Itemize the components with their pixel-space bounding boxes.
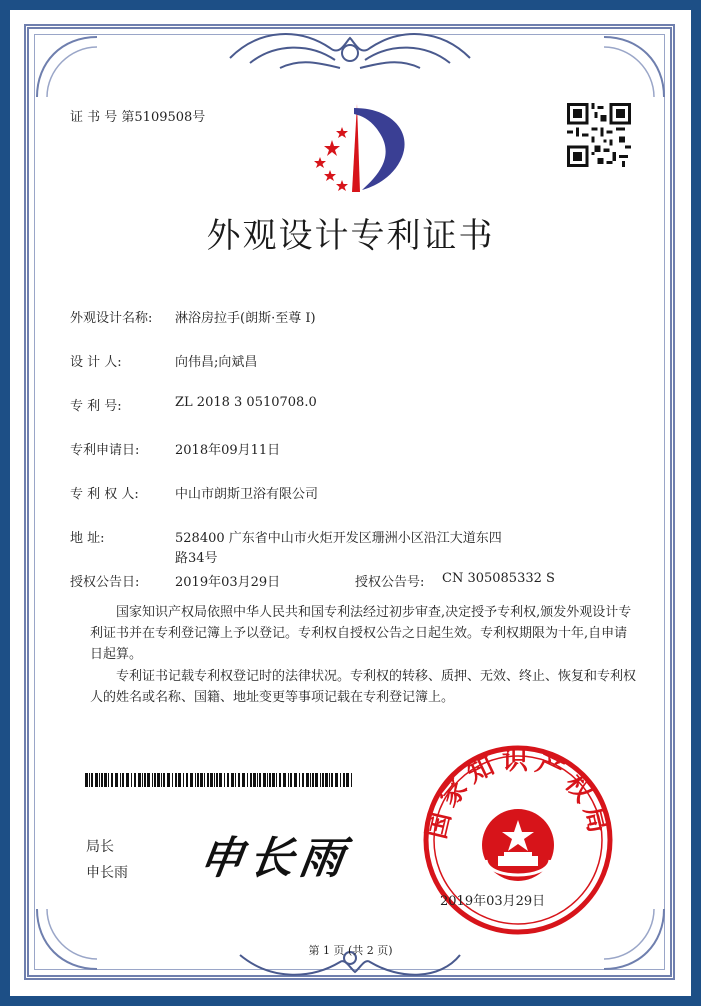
announcement-number-value: CN 305085332 S [442, 571, 555, 586]
field-value-application-date: 2018年09月11日 [175, 443, 281, 458]
top-ornament-icon [220, 18, 480, 78]
announcement-date-value: 2019年03月29日 [175, 575, 281, 590]
seal-date: 2019年03月29日 [440, 894, 546, 909]
field-label-design-name: 外观设计名称: [70, 311, 153, 326]
signature-text: 申长雨 [195, 833, 353, 884]
field-label-patentee: 专 利 权 人: [70, 487, 139, 502]
handwritten-signature [196, 822, 355, 886]
certificate-paragraph: 国家知识产权局依照中华人民共和国专利法经过初步审查,决定授予专利权,颁发外观设计专利证书并在专利登记簿上予以登记。专利权自授权公告之日起生效。专利权期限为十年,自申请日起算。 [90, 605, 632, 662]
corner-ornament-icon [32, 32, 102, 102]
field-value-patentee: 中山市朗斯卫浴有限公司 [175, 487, 319, 502]
field-label-address: 地 址: [70, 531, 105, 546]
field-label-designer: 设 计 人: [70, 355, 122, 370]
field-label-application-date: 专利申请日: [70, 443, 140, 458]
page-title: 外观设计专利证书 [206, 216, 495, 256]
certificate-number: 证 书 号 第5109508号 [70, 110, 206, 125]
patent-office-logo-icon [302, 102, 412, 197]
field-value-design-name: 淋浴房拉手(朗斯·至尊 I) [175, 311, 316, 326]
qr-code-icon [567, 102, 631, 168]
signatory-title: 局长 [86, 839, 114, 855]
seal-text: 国家知识产权局 [421, 746, 615, 842]
corner-ornament-icon [32, 904, 102, 974]
certificate-page [10, 10, 691, 996]
field-value-patent-number: ZL 2018 3 0510708.0 [175, 395, 317, 410]
barcode-icon [85, 773, 355, 787]
field-value-address: 528400 广东省中山市火炬开发区珊洲小区沿江大道东四 [175, 531, 502, 546]
corner-ornament-icon [599, 32, 669, 102]
field-label-patent-number: 专 利 号: [70, 399, 122, 414]
certificate-paragraph: 专利证书记载专利权登记时的法律状况。专利权的转移、质押、无效、终止、恢复和专利权人的姓名或名称、国籍、地址变更等事项记载在专利登记簿上。 [90, 669, 637, 705]
field-value-address-line2: 路34号 [175, 551, 218, 566]
official-seal-icon [418, 740, 618, 940]
announcement-date-label: 授权公告日: [70, 575, 140, 590]
page-indicator: 第 1 页 (共 2 页) [308, 944, 393, 957]
field-value-designer: 向伟昌;向斌昌 [175, 355, 258, 370]
signatory-name: 申长雨 [86, 865, 128, 881]
announcement-number-label: 授权公告号: [355, 575, 425, 590]
